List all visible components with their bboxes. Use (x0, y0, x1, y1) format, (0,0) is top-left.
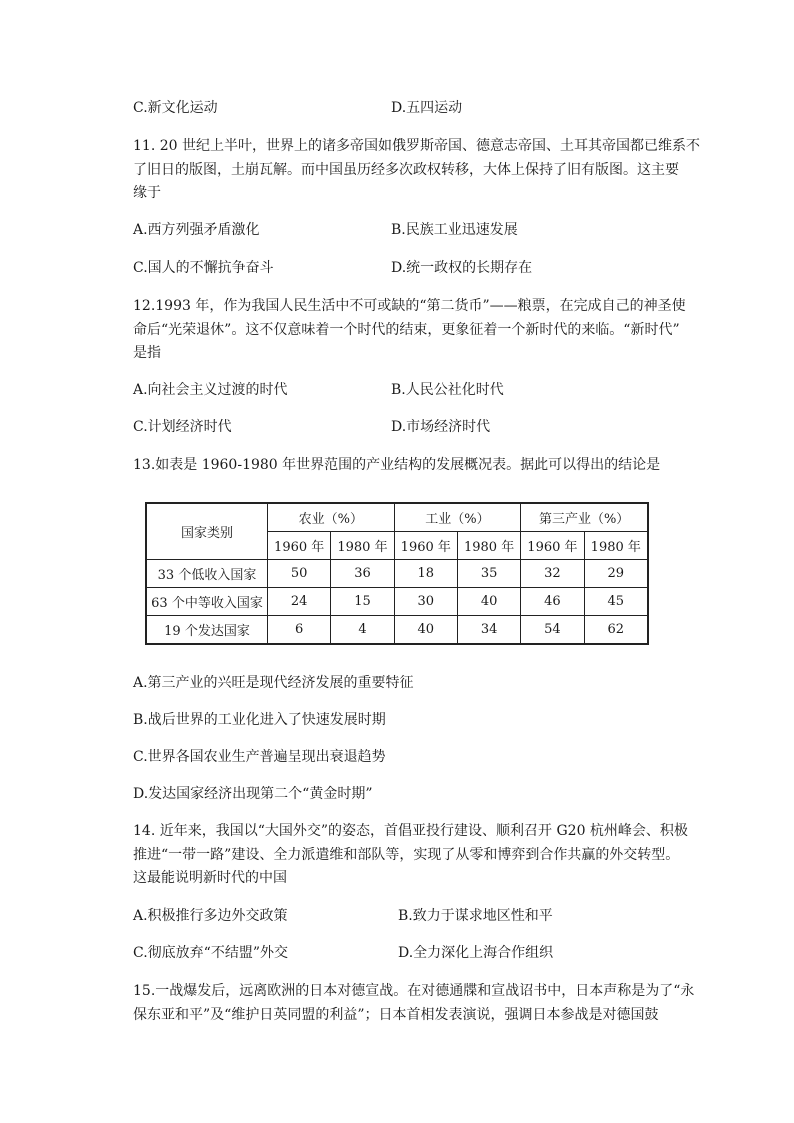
table-cell: 54 (521, 616, 584, 645)
table-cell: 32 (521, 560, 584, 588)
table-row (146, 616, 648, 645)
table-year-header: 1960 年 (268, 532, 331, 560)
q14-option-b: B.致力于谋求地区性和平 (398, 908, 553, 924)
table-row (146, 560, 648, 588)
q11-stem-line-3: 缘于 (133, 185, 161, 201)
table-cell: 45 (584, 588, 648, 616)
table-cell: 46 (521, 588, 584, 616)
q11-stem-line-1: 11. 20 世纪上半叶，世界上的诸多帝国如俄罗斯帝国、德意志帝国、土耳其帝国都已维系不 (133, 138, 700, 154)
q15-stem-line-1: 15.一战爆发后，远离欧洲的日本对德宣战。在对德通牒和宣战诏书中，日本声称是为了“永 (133, 983, 695, 999)
q12-option-d: D.市场经济时代 (391, 419, 491, 435)
q12-stem-line-2: 命后“光荣退休”。这不仅意味着一个时代的结束，更象征着一个新时代的来临。“新时代” (133, 322, 680, 338)
table-cell: 4 (331, 616, 394, 645)
table-row-label: 33 个低收入国家 (146, 560, 268, 588)
table-cell: 34 (457, 616, 520, 645)
industry-structure-table (145, 502, 649, 645)
q12-stem-line-1: 12.1993 年，作为我国人民生活中不可或缺的“第二货币”——粮票，在完成自己的神圣使 (133, 298, 686, 314)
table-cell: 15 (331, 588, 394, 616)
table-cell: 24 (268, 588, 331, 616)
q10-option-c: C.新文化运动 (133, 100, 218, 116)
q12-option-b: B.人民公社化时代 (391, 382, 504, 398)
q11-stem-line-2: 了旧日的版图，土崩瓦解。而中国虽历经多次政权转移，大体上保持了旧有版图。这主要 (133, 162, 679, 178)
table-cell: 36 (331, 560, 394, 588)
table-cell: 30 (394, 588, 457, 616)
q13-stem: 13.如表是 1960-1980 年世界范围的产业结构的发展概况表。据此可以得出的结论是 (133, 457, 661, 473)
q11-option-c: C.国人的不懈抗争奋斗 (133, 260, 274, 276)
q13-option-c: C.世界各国农业生产普遍呈现出衰退趋势 (133, 749, 386, 765)
table-year-header: 1980 年 (457, 532, 520, 560)
q12-option-a: A.向社会主义过渡的时代 (133, 382, 288, 398)
table-row (146, 588, 648, 616)
q14-option-d: D.全力深化上海合作组织 (398, 945, 554, 961)
table-row-label: 63 个中等收入国家 (146, 588, 268, 616)
q11-option-a: A.西方列强矛盾激化 (133, 222, 260, 238)
table-group-header-tertiary: 第三产业（%） (521, 503, 648, 532)
q14-option-c: C.彻底放弃“不结盟”外交 (133, 945, 288, 961)
table-cell: 29 (584, 560, 648, 588)
table-cell: 6 (268, 616, 331, 645)
q10-option-d: D.五四运动 (391, 100, 463, 116)
table-cell: 40 (457, 588, 520, 616)
q14-stem-line-2: 推进“一带一路”建设、全力派遣维和部队等，实现了从零和博弈到合作共赢的外交转型。 (133, 847, 680, 863)
table-cell: 18 (394, 560, 457, 588)
table-year-header: 1960 年 (394, 532, 457, 560)
q14-option-a: A.积极推行多边外交政策 (133, 908, 288, 924)
table-year-header: 1980 年 (584, 532, 648, 560)
q11-option-b: B.民族工业迅速发展 (391, 222, 518, 238)
table-year-header: 1960 年 (521, 532, 584, 560)
q15-stem-line-2: 保东亚和平”及“维护日英同盟的利益”；日本首相发表演说，强调日本参战是对德国鼓 (133, 1007, 659, 1023)
table-corner-header: 国家类别 (146, 503, 268, 560)
q14-stem-line-1: 14. 近年来，我国以“大国外交”的姿态，首倡亚投行建设、顺利召开 G20 杭州峰会、积极 (133, 823, 688, 839)
q11-option-d: D.统一政权的长期存在 (391, 260, 533, 276)
table-group-header-agriculture: 农业（%） (268, 503, 395, 532)
table-group-header-industry: 工业（%） (394, 503, 521, 532)
q12-stem-line-3: 是指 (133, 345, 161, 361)
table-cell: 62 (584, 616, 648, 645)
q14-stem-line-3: 这最能说明新时代的中国 (133, 870, 287, 886)
table-header-row (146, 503, 648, 532)
table-cell: 40 (394, 616, 457, 645)
q12-option-c: C.计划经济时代 (133, 419, 232, 435)
table-row-label: 19 个发达国家 (146, 616, 268, 645)
q13-option-a: A.第三产业的兴旺是现代经济发展的重要特征 (133, 675, 414, 691)
q13-option-b: B.战后世界的工业化进入了快速发展时期 (133, 712, 386, 728)
table-cell: 50 (268, 560, 331, 588)
table-cell: 35 (457, 560, 520, 588)
table-year-header: 1980 年 (331, 532, 394, 560)
q13-option-d: D.发达国家经济出现第二个“黄金时期” (133, 786, 373, 802)
